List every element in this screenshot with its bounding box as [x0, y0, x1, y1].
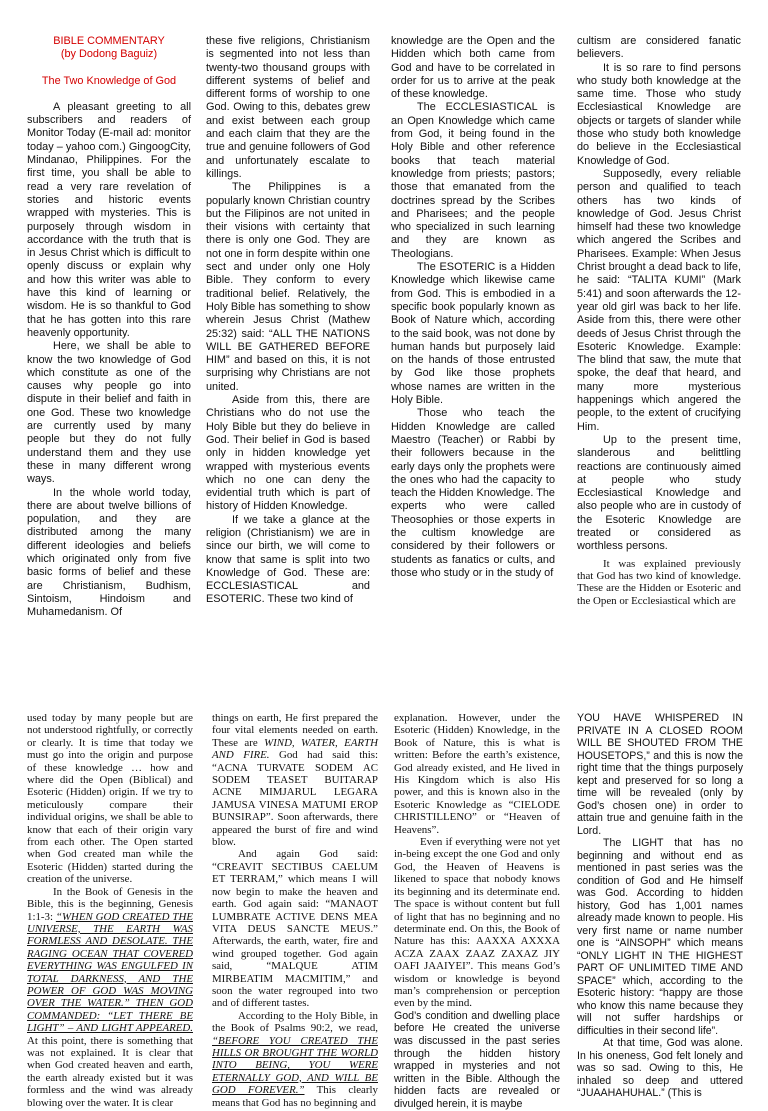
paragraph: Up to the present time, slanderous and belittling reactions are continuously aimed at people who study Ecclesiastical Knowledge and also people who are in custody of the Esoteric Knowledge are treated or considered as worthless persons.: [577, 433, 741, 553]
bottom-column-3: [394, 712, 560, 1111]
paragraph: And again God said: “CREAVIT SECTIBUS CAELUM ET TERRAM,” which means I will now begin to make the heaven and earth. God again said: “MANAOT LUMBRATE ACTIVE DENS MEA VITA DEUS SANCTE MEUS.” Afterwards, the earth, water, fire and wind grouped together. God again said, “MALQUE ATIM MIRBEATIM MACMITIM,” and soon the water regrouped into two and of different tastes.: [212, 848, 378, 1010]
bottom-column-4: [577, 712, 743, 1100]
paragraph: [212, 712, 378, 848]
top-column-4: [577, 35, 741, 607]
paragraph-tail: At this point, there is something that was not explained. It is clear that when God created heaven and earth, the earth already existed but it was formless and the wind was already blowing over the water. It is clear: [27, 1034, 193, 1109]
top-column-1: [27, 35, 191, 619]
paragraph-tail: God had said this: “ACNA TURVATE SODEM AC SODEM TEASET BUITARAP ACNE MIMJARUL LEGARA JAMUSA VINESA MATUMI EROP BUNSIRAP”. Soon afterwards, there appeared the burst of fire and wind blow.: [212, 749, 379, 849]
paragraph-tail: This clearly means that God has no beginning and: [212, 1084, 378, 1109]
article-title: The Two Knowledge of God: [41, 74, 177, 87]
paragraph: At that time, God was alone. In his oneness, God felt lonely and was so sad. Owing to this, He inhaled so deep and uttered “JUAAHAHUHAL.” (This is: [577, 1037, 743, 1099]
paragraph: If we take a glance at the religion (Christianism) we are in since our birth, we will come to know that same is split into two Knowledge of God. These are: ECCLESIASTICAL and ESOTERIC. These two kind of: [206, 513, 370, 606]
paragraph: God’s condition and dwelling place before He created the universe was discussed in the past series through the hidden history wrapped in mysteries and not written in the Bible. Although the hidden facts are revealed or divulged herein, it is maybe: [394, 1009, 560, 1110]
paragraph: A pleasant greeting to all subscribers and readers of Monitor Today (E-mail ad: monitor today – yahoo com.) GingoogCity, Mindanao, Philippines. For the first time, you shall be able to read a very rare revelation of stories and historic events wrapped with mysteries. This is purposely through wisdom in accordance with the truth that is in Jesus Christ which is difficult to openly discuss or explain why and how this writer was able to have this kind of learning or wisdom. He is so thankful to God that he has gotten into this rare heavenly opportunity.: [27, 100, 191, 339]
paragraph: The ECCLESIASTICAL is an Open Knowledge which came from God, it being found in the Holy Bible and other reference books that teach material knowledge from priests; pastors; those that emanated from the doctrines spread by the Scribes and Pharisees; and the people who specialized in such learning and they are known as Theologians.: [391, 101, 555, 260]
paragraph: Supposedly, every reliable person and qualified to teach others has two kinds of knowledge of God. Jesus Christ himself had these two knowledge which angered the Scribes and Pharisees. Example: When Jesus Christ brought a dead back to life, he said: “TALITA KUMI” (Mark 5:41) and soon afterwards the 12-year old girl was back to her life. Aside from this, there were other deeds of Jesus Christ through the Esoteric Knowledge. Example: The blind that saw, the mute that spoke, the deaf that heard, and many more mysterious happenings which angered the people, to the extent of crucifying Him.: [577, 167, 741, 433]
paragraph: It is so rare to find persons who study both knowledge at the same time. Those who study Ecclesiastical Knowledge are objects or targets of slander while those who study both knowledge do believe in the Ecclesiastical Knowledge of God.: [577, 61, 741, 167]
paragraph: these five religions, Christianism is segmented into not less than twenty-two thousand groups with different systems of belief and different forms of worship to one God. Owing to this, debates grew and exist between each group and each claim that they are the true and genuine followers of God and unfortunately escalate to killings.: [206, 35, 370, 180]
paragraph: The LIGHT that has no beginning and without end as mentioned in past series was the condition of God and He himself was God. According to hidden history, God has 1,001 names already made known to people. His very first name or name number one is “AINSOPH” which means “ONLY LIGHT IN THE HIGHEST PART OF UNLIMITED TIME AND SPACE” which, according to the Esoteric history: “happy are those who know this name because they will not suffer hardships or difficulties in their second life”.: [577, 837, 743, 1037]
bottom-column-2: [212, 712, 378, 1109]
paragraph: Those who teach the Hidden Knowledge are called Maestro (Teacher) or Rabbi by their followers because in the early days only the prophets were the ones who had the capacity to teach the Hidden Knowledge. The experts who were called Theosophies or those experts in the cultism knowledge are considered by their followers or students as fanatics or cults, and those who study or in the study of: [391, 407, 555, 579]
series-title: BIBLE COMMENTARY: [53, 35, 165, 47]
bottom-column-1: [27, 712, 193, 1109]
paragraph: Aside from this, there are Christians who do not use the Holy Bible but they do believe in God. Their belief in God is based only in hidden knowledge yet wrapped with mysterious events which no one can deny the evidential truth which is part of history of Hidden Knowledge.: [206, 394, 370, 513]
paragraph: The Philippines is a popularly known Christian country but the Filipinos are not united in their visions with certainty that there is only one God. They are not one in form despite within one sect and under only one Holy Bible. They conform to every traditional belief. Relatively, the Holy Bible has something to show wherein Jesus Christ (Mathew 25:32) said: “ALL THE NATIONS WILL BE GATHERED BEFORE HIM” and based on this, it is not surprising why Christians are not united.: [206, 181, 370, 393]
author-byline: (by Dodong Baguiz): [60, 48, 158, 61]
paragraph: Even if everything were not yet in-being except the one God and only God, the Heaven of Heavens is likened to space that nobody knows its beginning and its determinate end. The space is without content but full of light that has no beginning and no determinate end. On this, the Book of Nature has this: AAXXA AXXXA ACZA ZAAX ZAAZ ZAXAZ JIY OAFI JAAIYEI”. This means God’s wisdom or knowledge is beyond man’s comprehension or perception even by the mind.: [394, 836, 560, 1010]
paragraph: [27, 886, 193, 1109]
paragraph: It was explained previously that God has two kind of knowledge. These are the Hidden or Esoteric and the Open or Ecclesiastical which are: [577, 557, 741, 607]
paragraph: knowledge are the Open and the Hidden which both came from God and have to be correlated in order for us to arrive at the peak of these knowledge.: [391, 35, 555, 101]
paragraph: used today by many people but are not understood rightfully, or correctly or clearly. It is time that today we must go into the origin and purpose of these knowledge … how and where did the Open (Biblical) and Esoteric (Hidden) origin. If we try to meticulously compare their individual origins, we shall be able to know that each of their origin vary from each other. The Open started when God created man while the Esoteric (Hidden) started during the creation of the universe.: [27, 712, 193, 886]
scripture-quote: “WHEN GOD CREATED THE UNIVERSE, THE EARTH WAS FORMLESS AND DESOLATE. THE RAGING OCEAN THAT COVERED EVERYTHING WAS ENGULFED IN TOTAL DARKNESS, AND THE POWER OF GOD WAS MOVING OVER THE WATER.” THEN GOD COMMANDED: “LET THERE BE LIGHT” – AND LIGHT APPEARED.: [27, 910, 193, 1035]
paragraph: The ESOTERIC is a Hidden Knowledge which likewise came from God. This is embodied in a specific book popularly known as Book of Nature which, according to the said book, was not done by human hands but purposely laid on the hands of those entrusted by God like those prophets whose names are written in the Holy Bible.: [391, 261, 555, 407]
top-column-2: [206, 35, 370, 607]
scripture-quote: “BEFORE YOU CREATED THE HILLS OR BROUGHT THE WORLD INTO BEING, YOU WERE ETERNALLY GOD, AND WILL BE GOD FOREVER.”: [212, 1034, 378, 1097]
paragraph-lead: In the Book of Genesis in the Bible, this is the beginning, Genesis 1:1-3:: [27, 885, 193, 923]
paragraph: YOU HAVE WHISPERED IN PRIVATE IN A CLOSED ROOM WILL BE SHOUTED FROM THE HOUSETOPS,” and this is now the right time that the things purposely kept and preserved for so long a time will be revealed (only by God’s chosen one) in order to attain true and genuine faith in the Lord.: [577, 712, 743, 837]
top-column-3: [391, 35, 555, 580]
elements-emphasis: WIND, WATER, EARTH AND FIRE.: [212, 736, 378, 762]
paragraph: [212, 1010, 378, 1109]
paragraph: Here, we shall be able to know the two knowledge of God which constitute as one of the causes why people go into dispute in their belief and faith in one God. These two knowledge are currently used by many people but they do not fully understand them and they use these in many different wrong ways.: [27, 340, 191, 486]
paragraph: In the whole world today, there are about twelve billions of population, and they are distributed among the many different ideologies and beliefs which originated only from five basic forms of belief and these are Christianism, Budhism, Sintoism, Hindoism and Muhamedanism. Of: [27, 486, 191, 619]
paragraph-lead: According to the Holy Bible, in the Book of Psalms 90:2, we read,: [212, 1009, 378, 1035]
paragraph: cultism are considered fanatic believers.: [577, 35, 741, 61]
paragraph-lead: things on earth, He first prepared the four vital elements needed on earth. These are: [212, 712, 378, 749]
paragraph: explanation. However, under the Esoteric (Hidden) Knowledge, in the Book of Nature, this is what is written: Before the earth’s existence, God already existed, and He lived in His Kingdom which is also His power, and this is known also in the Esoteric Knowledge as “CIELODE CHRISTILLENO” or “Heaven of Heavens”.: [394, 712, 560, 836]
